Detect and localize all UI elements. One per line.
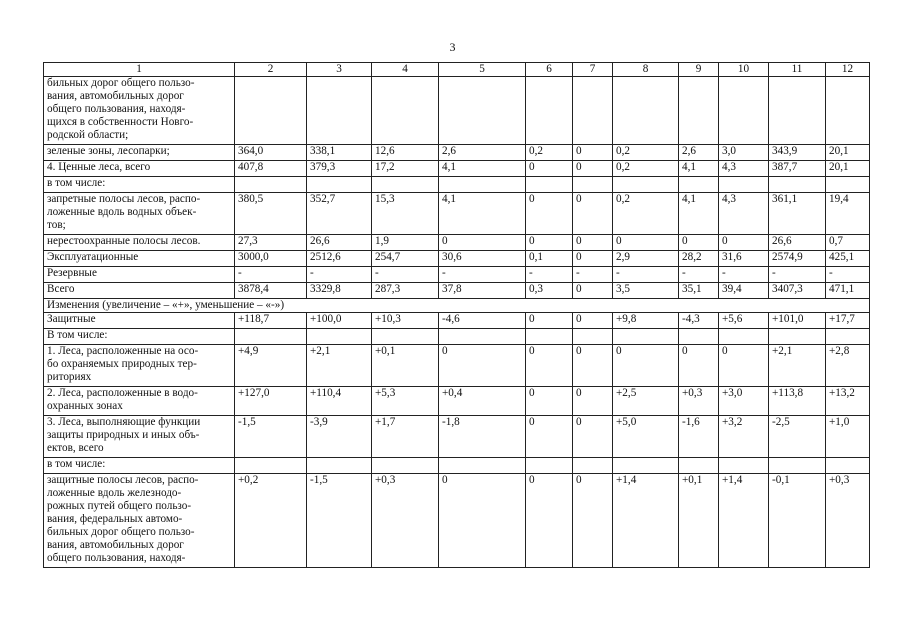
value-cell-col-7 <box>573 329 613 345</box>
page-number: 3 <box>449 40 456 54</box>
value-cell-col-4: 17,2 <box>372 161 439 177</box>
value-cell-col-2 <box>235 77 307 145</box>
value-cell-col-8: 0,2 <box>613 193 679 235</box>
value-cell-col-4: 287,3 <box>372 283 439 299</box>
column-number-6: 6 <box>526 63 573 77</box>
row-label-cell <box>44 283 235 299</box>
value-cell-col-6: 0,1 <box>526 251 573 267</box>
row-label-line: в том числе: <box>47 458 106 470</box>
column-number-3: 3 <box>307 63 372 77</box>
column-number-1: 1 <box>44 63 235 77</box>
value-cell-col-9: 4,1 <box>679 161 719 177</box>
value-cell-col-3: - <box>307 267 372 283</box>
value-cell-col-7: 0 <box>573 145 613 161</box>
value-cell-col-3: 352,7 <box>307 193 372 235</box>
row-label-line: бильных дорог общего пользо- <box>47 526 195 538</box>
row-label-line: щихся в собственности Новго- <box>47 116 194 128</box>
value-cell-col-12 <box>826 77 870 145</box>
value-cell-col-7: 0 <box>573 474 613 568</box>
value-cell-col-12: +2,8 <box>826 345 870 387</box>
value-cell-col-12 <box>826 177 870 193</box>
table-row <box>44 267 870 283</box>
value-cell-col-5: 37,8 <box>439 283 526 299</box>
value-cell-col-8: +2,5 <box>613 387 679 416</box>
value-cell-col-2: - <box>235 267 307 283</box>
value-cell-col-4: +10,3 <box>372 313 439 329</box>
table-row <box>44 145 870 161</box>
value-cell-col-10: 4,3 <box>719 161 769 177</box>
value-cell-col-5: +0,4 <box>439 387 526 416</box>
value-cell-col-10: 0 <box>719 235 769 251</box>
value-cell-col-6: 0 <box>526 416 573 458</box>
row-label-cell <box>44 193 235 235</box>
value-cell-col-3: 338,1 <box>307 145 372 161</box>
value-cell-col-11: 387,7 <box>769 161 826 177</box>
row-label-cell <box>44 251 235 267</box>
value-cell-col-12: +13,2 <box>826 387 870 416</box>
value-cell-col-8: 0,2 <box>613 145 679 161</box>
value-cell-col-7: - <box>573 267 613 283</box>
value-cell-col-10: 0 <box>719 345 769 387</box>
value-cell-col-6: 0 <box>526 474 573 568</box>
column-number-5: 5 <box>439 63 526 77</box>
value-cell-col-2: +118,7 <box>235 313 307 329</box>
value-cell-col-8: - <box>613 267 679 283</box>
value-cell-col-6 <box>526 329 573 345</box>
value-cell-col-8: 2,9 <box>613 251 679 267</box>
value-cell-col-11: 2574,9 <box>769 251 826 267</box>
row-label-line: 1. Леса, расположенные на осо- <box>47 345 199 357</box>
value-cell-col-3: -3,9 <box>307 416 372 458</box>
value-cell-col-4 <box>372 77 439 145</box>
row-label-line: риториях <box>47 371 92 383</box>
row-label-line: ложенные вдоль водных объек- <box>47 206 197 218</box>
table-row <box>44 345 870 387</box>
value-cell-col-3: 2512,6 <box>307 251 372 267</box>
row-label-cell <box>44 235 235 251</box>
value-cell-col-6 <box>526 177 573 193</box>
value-cell-col-2: 407,8 <box>235 161 307 177</box>
value-cell-col-12: 0,7 <box>826 235 870 251</box>
value-cell-col-9 <box>679 329 719 345</box>
value-cell-col-7: 0 <box>573 251 613 267</box>
value-cell-col-7 <box>573 177 613 193</box>
value-cell-col-10: +3,2 <box>719 416 769 458</box>
value-cell-col-3 <box>307 77 372 145</box>
row-label-line: Всего <box>47 283 75 295</box>
row-label-line: вания, автомобильных дорог <box>47 90 184 102</box>
value-cell-col-5: -1,8 <box>439 416 526 458</box>
value-cell-col-11 <box>769 77 826 145</box>
column-number-11: 11 <box>769 63 826 77</box>
value-cell-col-3: 379,3 <box>307 161 372 177</box>
table-row <box>44 235 870 251</box>
value-cell-col-12: 425,1 <box>826 251 870 267</box>
value-cell-col-4: +1,7 <box>372 416 439 458</box>
value-cell-col-9: +0,1 <box>679 474 719 568</box>
table-row <box>44 474 870 568</box>
row-label-cell <box>44 177 235 193</box>
value-cell-col-10: +5,6 <box>719 313 769 329</box>
row-label-line: защиты природных и иных объ- <box>47 429 200 441</box>
table-row <box>44 251 870 267</box>
value-cell-col-8: 0,2 <box>613 161 679 177</box>
value-cell-col-9: 0 <box>679 235 719 251</box>
value-cell-col-10: 39,4 <box>719 283 769 299</box>
forest-area-table <box>43 62 870 568</box>
row-label-line: бильных дорог общего пользо- <box>47 77 195 89</box>
value-cell-col-6: 0 <box>526 235 573 251</box>
value-cell-col-5: 0 <box>439 235 526 251</box>
value-cell-col-2: 27,3 <box>235 235 307 251</box>
row-label-line: 2. Леса, расположенные в водо- <box>47 387 198 399</box>
row-label-line: запретные полосы лесов, распо- <box>47 193 201 205</box>
value-cell-col-4: 15,3 <box>372 193 439 235</box>
value-cell-col-9: -4,3 <box>679 313 719 329</box>
value-cell-col-3 <box>307 329 372 345</box>
value-cell-col-9: 35,1 <box>679 283 719 299</box>
value-cell-col-10: - <box>719 267 769 283</box>
row-label-line: бо охраняемых природных тер- <box>47 358 197 370</box>
value-cell-col-10 <box>719 77 769 145</box>
value-cell-col-3: +100,0 <box>307 313 372 329</box>
value-cell-col-10: +3,0 <box>719 387 769 416</box>
value-cell-col-8: 0 <box>613 345 679 387</box>
value-cell-col-11: 361,1 <box>769 193 826 235</box>
value-cell-col-6: 0 <box>526 161 573 177</box>
row-label-line: общего пользования, находя- <box>47 103 186 115</box>
row-label-cell <box>44 458 235 474</box>
value-cell-col-11 <box>769 458 826 474</box>
value-cell-col-5: 2,6 <box>439 145 526 161</box>
value-cell-col-6: 0 <box>526 313 573 329</box>
value-cell-col-6: 0 <box>526 387 573 416</box>
value-cell-col-12: 20,1 <box>826 145 870 161</box>
value-cell-col-11: 343,9 <box>769 145 826 161</box>
column-number-4: 4 <box>372 63 439 77</box>
table-row <box>44 161 870 177</box>
table-row <box>44 193 870 235</box>
value-cell-col-12 <box>826 329 870 345</box>
value-cell-col-6: 0 <box>526 193 573 235</box>
table-row <box>44 458 870 474</box>
value-cell-col-9: 2,6 <box>679 145 719 161</box>
value-cell-col-3: 26,6 <box>307 235 372 251</box>
value-cell-col-7: 0 <box>573 161 613 177</box>
value-cell-col-2: +4,9 <box>235 345 307 387</box>
table-row <box>44 313 870 329</box>
row-label-line: защитные полосы лесов, распо- <box>47 474 199 486</box>
row-label-line: рожных путей общего пользо- <box>47 500 192 512</box>
value-cell-col-11 <box>769 329 826 345</box>
row-label-cell <box>44 161 235 177</box>
row-label-cell <box>44 267 235 283</box>
value-cell-col-2 <box>235 458 307 474</box>
column-number-7: 7 <box>573 63 613 77</box>
value-cell-col-8: 0 <box>613 235 679 251</box>
row-label-line: Резервные <box>47 267 97 279</box>
value-cell-col-11: +101,0 <box>769 313 826 329</box>
value-cell-col-10: +1,4 <box>719 474 769 568</box>
row-label-line: 4. Ценные леса, всего <box>47 161 151 173</box>
value-cell-col-5: 0 <box>439 345 526 387</box>
row-label-line: 3. Леса, выполняющие функции <box>47 416 201 428</box>
value-cell-col-9 <box>679 177 719 193</box>
row-label-line: В том числе: <box>47 329 108 341</box>
value-cell-col-8 <box>613 77 679 145</box>
value-cell-col-3: -1,5 <box>307 474 372 568</box>
value-cell-col-2 <box>235 177 307 193</box>
value-cell-col-11: 26,6 <box>769 235 826 251</box>
value-cell-col-10 <box>719 458 769 474</box>
value-cell-col-2 <box>235 329 307 345</box>
table-row <box>44 387 870 416</box>
value-cell-col-8: +5,0 <box>613 416 679 458</box>
value-cell-col-5 <box>439 329 526 345</box>
value-cell-col-12: +0,3 <box>826 474 870 568</box>
value-cell-col-7: 0 <box>573 283 613 299</box>
value-cell-col-7: 0 <box>573 193 613 235</box>
value-cell-col-11: - <box>769 267 826 283</box>
value-cell-col-3: 3329,8 <box>307 283 372 299</box>
table-row <box>44 77 870 145</box>
value-cell-col-9 <box>679 77 719 145</box>
value-cell-col-4: +5,3 <box>372 387 439 416</box>
value-cell-col-2: +0,2 <box>235 474 307 568</box>
value-cell-col-4: 12,6 <box>372 145 439 161</box>
value-cell-col-5 <box>439 458 526 474</box>
value-cell-col-4 <box>372 177 439 193</box>
value-cell-col-6 <box>526 458 573 474</box>
value-cell-col-11: -0,1 <box>769 474 826 568</box>
section-heading-cell: Изменения (увеличение – «+», уменьшение – «-») <box>44 299 870 313</box>
row-label-line: вания, федеральных автомо- <box>47 513 183 525</box>
value-cell-col-8 <box>613 177 679 193</box>
table-row <box>44 177 870 193</box>
value-cell-col-5: -4,6 <box>439 313 526 329</box>
value-cell-col-5: - <box>439 267 526 283</box>
table-row <box>44 416 870 458</box>
value-cell-col-11 <box>769 177 826 193</box>
value-cell-col-4: - <box>372 267 439 283</box>
value-cell-col-8: +9,8 <box>613 313 679 329</box>
table-row <box>44 329 870 345</box>
value-cell-col-12 <box>826 458 870 474</box>
row-label-line: ложенные вдоль железнодо- <box>47 487 182 499</box>
table-row <box>44 299 870 313</box>
value-cell-col-9: +0,3 <box>679 387 719 416</box>
value-cell-col-11: 3407,3 <box>769 283 826 299</box>
value-cell-col-7: 0 <box>573 345 613 387</box>
value-cell-col-4 <box>372 329 439 345</box>
value-cell-col-4: +0,3 <box>372 474 439 568</box>
value-cell-col-12: - <box>826 267 870 283</box>
row-label-cell <box>44 416 235 458</box>
value-cell-col-4 <box>372 458 439 474</box>
value-cell-col-6 <box>526 77 573 145</box>
value-cell-col-6: 0,3 <box>526 283 573 299</box>
value-cell-col-8 <box>613 458 679 474</box>
value-cell-col-7: 0 <box>573 387 613 416</box>
row-label-line: ектов, всего <box>47 442 104 454</box>
row-label-cell <box>44 387 235 416</box>
column-number-10: 10 <box>719 63 769 77</box>
value-cell-col-6: 0,2 <box>526 145 573 161</box>
value-cell-col-4: 254,7 <box>372 251 439 267</box>
row-label-line: общего пользования, находя- <box>47 552 186 564</box>
value-cell-col-11: +2,1 <box>769 345 826 387</box>
value-cell-col-10 <box>719 329 769 345</box>
value-cell-col-6: - <box>526 267 573 283</box>
value-cell-col-10: 31,6 <box>719 251 769 267</box>
value-cell-col-10: 4,3 <box>719 193 769 235</box>
value-cell-col-5 <box>439 77 526 145</box>
value-cell-col-12: +1,0 <box>826 416 870 458</box>
value-cell-col-3: +2,1 <box>307 345 372 387</box>
value-cell-col-12: +17,7 <box>826 313 870 329</box>
value-cell-col-9: -1,6 <box>679 416 719 458</box>
column-number-8: 8 <box>613 63 679 77</box>
row-label-line: вания, автомобильных дорог <box>47 539 184 551</box>
value-cell-col-9: - <box>679 267 719 283</box>
value-cell-col-8: 3,5 <box>613 283 679 299</box>
row-label-cell <box>44 345 235 387</box>
value-cell-col-12: 20,1 <box>826 161 870 177</box>
value-cell-col-9: 28,2 <box>679 251 719 267</box>
row-label-line: Защитные <box>47 313 96 325</box>
value-cell-col-2: 3000,0 <box>235 251 307 267</box>
value-cell-col-7: 0 <box>573 313 613 329</box>
table-header-row <box>44 63 870 77</box>
row-label-cell <box>44 474 235 568</box>
value-cell-col-9 <box>679 458 719 474</box>
value-cell-col-2: 364,0 <box>235 145 307 161</box>
row-label-cell <box>44 145 235 161</box>
value-cell-col-5: 0 <box>439 474 526 568</box>
value-cell-col-4: 1,9 <box>372 235 439 251</box>
value-cell-col-12: 19,4 <box>826 193 870 235</box>
value-cell-col-9: 4,1 <box>679 193 719 235</box>
row-label-line: в том числе: <box>47 177 106 189</box>
value-cell-col-10: 3,0 <box>719 145 769 161</box>
row-label-line: зеленые зоны, лесопарки; <box>47 145 170 157</box>
value-cell-col-2: +127,0 <box>235 387 307 416</box>
value-cell-col-2: 380,5 <box>235 193 307 235</box>
column-number-12: 12 <box>826 63 870 77</box>
value-cell-col-7: 0 <box>573 416 613 458</box>
value-cell-col-3: +110,4 <box>307 387 372 416</box>
value-cell-col-7: 0 <box>573 235 613 251</box>
row-label-line: тов; <box>47 219 66 231</box>
row-label-cell <box>44 329 235 345</box>
value-cell-col-5: 4,1 <box>439 161 526 177</box>
value-cell-col-9: 0 <box>679 345 719 387</box>
value-cell-col-11: -2,5 <box>769 416 826 458</box>
value-cell-col-3 <box>307 458 372 474</box>
value-cell-col-8 <box>613 329 679 345</box>
row-label-line: охранных зонах <box>47 400 123 412</box>
value-cell-col-2: 3878,4 <box>235 283 307 299</box>
row-label-line: родской области; <box>47 129 129 141</box>
value-cell-col-10 <box>719 177 769 193</box>
column-number-2: 2 <box>235 63 307 77</box>
row-label-line: Эксплуатационные <box>47 251 139 263</box>
value-cell-col-6: 0 <box>526 345 573 387</box>
value-cell-col-4: +0,1 <box>372 345 439 387</box>
row-label-cell <box>44 77 235 145</box>
row-label-cell <box>44 313 235 329</box>
value-cell-col-12: 471,1 <box>826 283 870 299</box>
value-cell-col-8: +1,4 <box>613 474 679 568</box>
row-label-line: нерестоохранные полосы лесов. <box>47 235 201 247</box>
column-number-9: 9 <box>679 63 719 77</box>
value-cell-col-5: 4,1 <box>439 193 526 235</box>
value-cell-col-5 <box>439 177 526 193</box>
value-cell-col-2: -1,5 <box>235 416 307 458</box>
value-cell-col-7 <box>573 458 613 474</box>
value-cell-col-3 <box>307 177 372 193</box>
value-cell-col-5: 30,6 <box>439 251 526 267</box>
value-cell-col-11: +113,8 <box>769 387 826 416</box>
table-row <box>44 283 870 299</box>
value-cell-col-7 <box>573 77 613 145</box>
